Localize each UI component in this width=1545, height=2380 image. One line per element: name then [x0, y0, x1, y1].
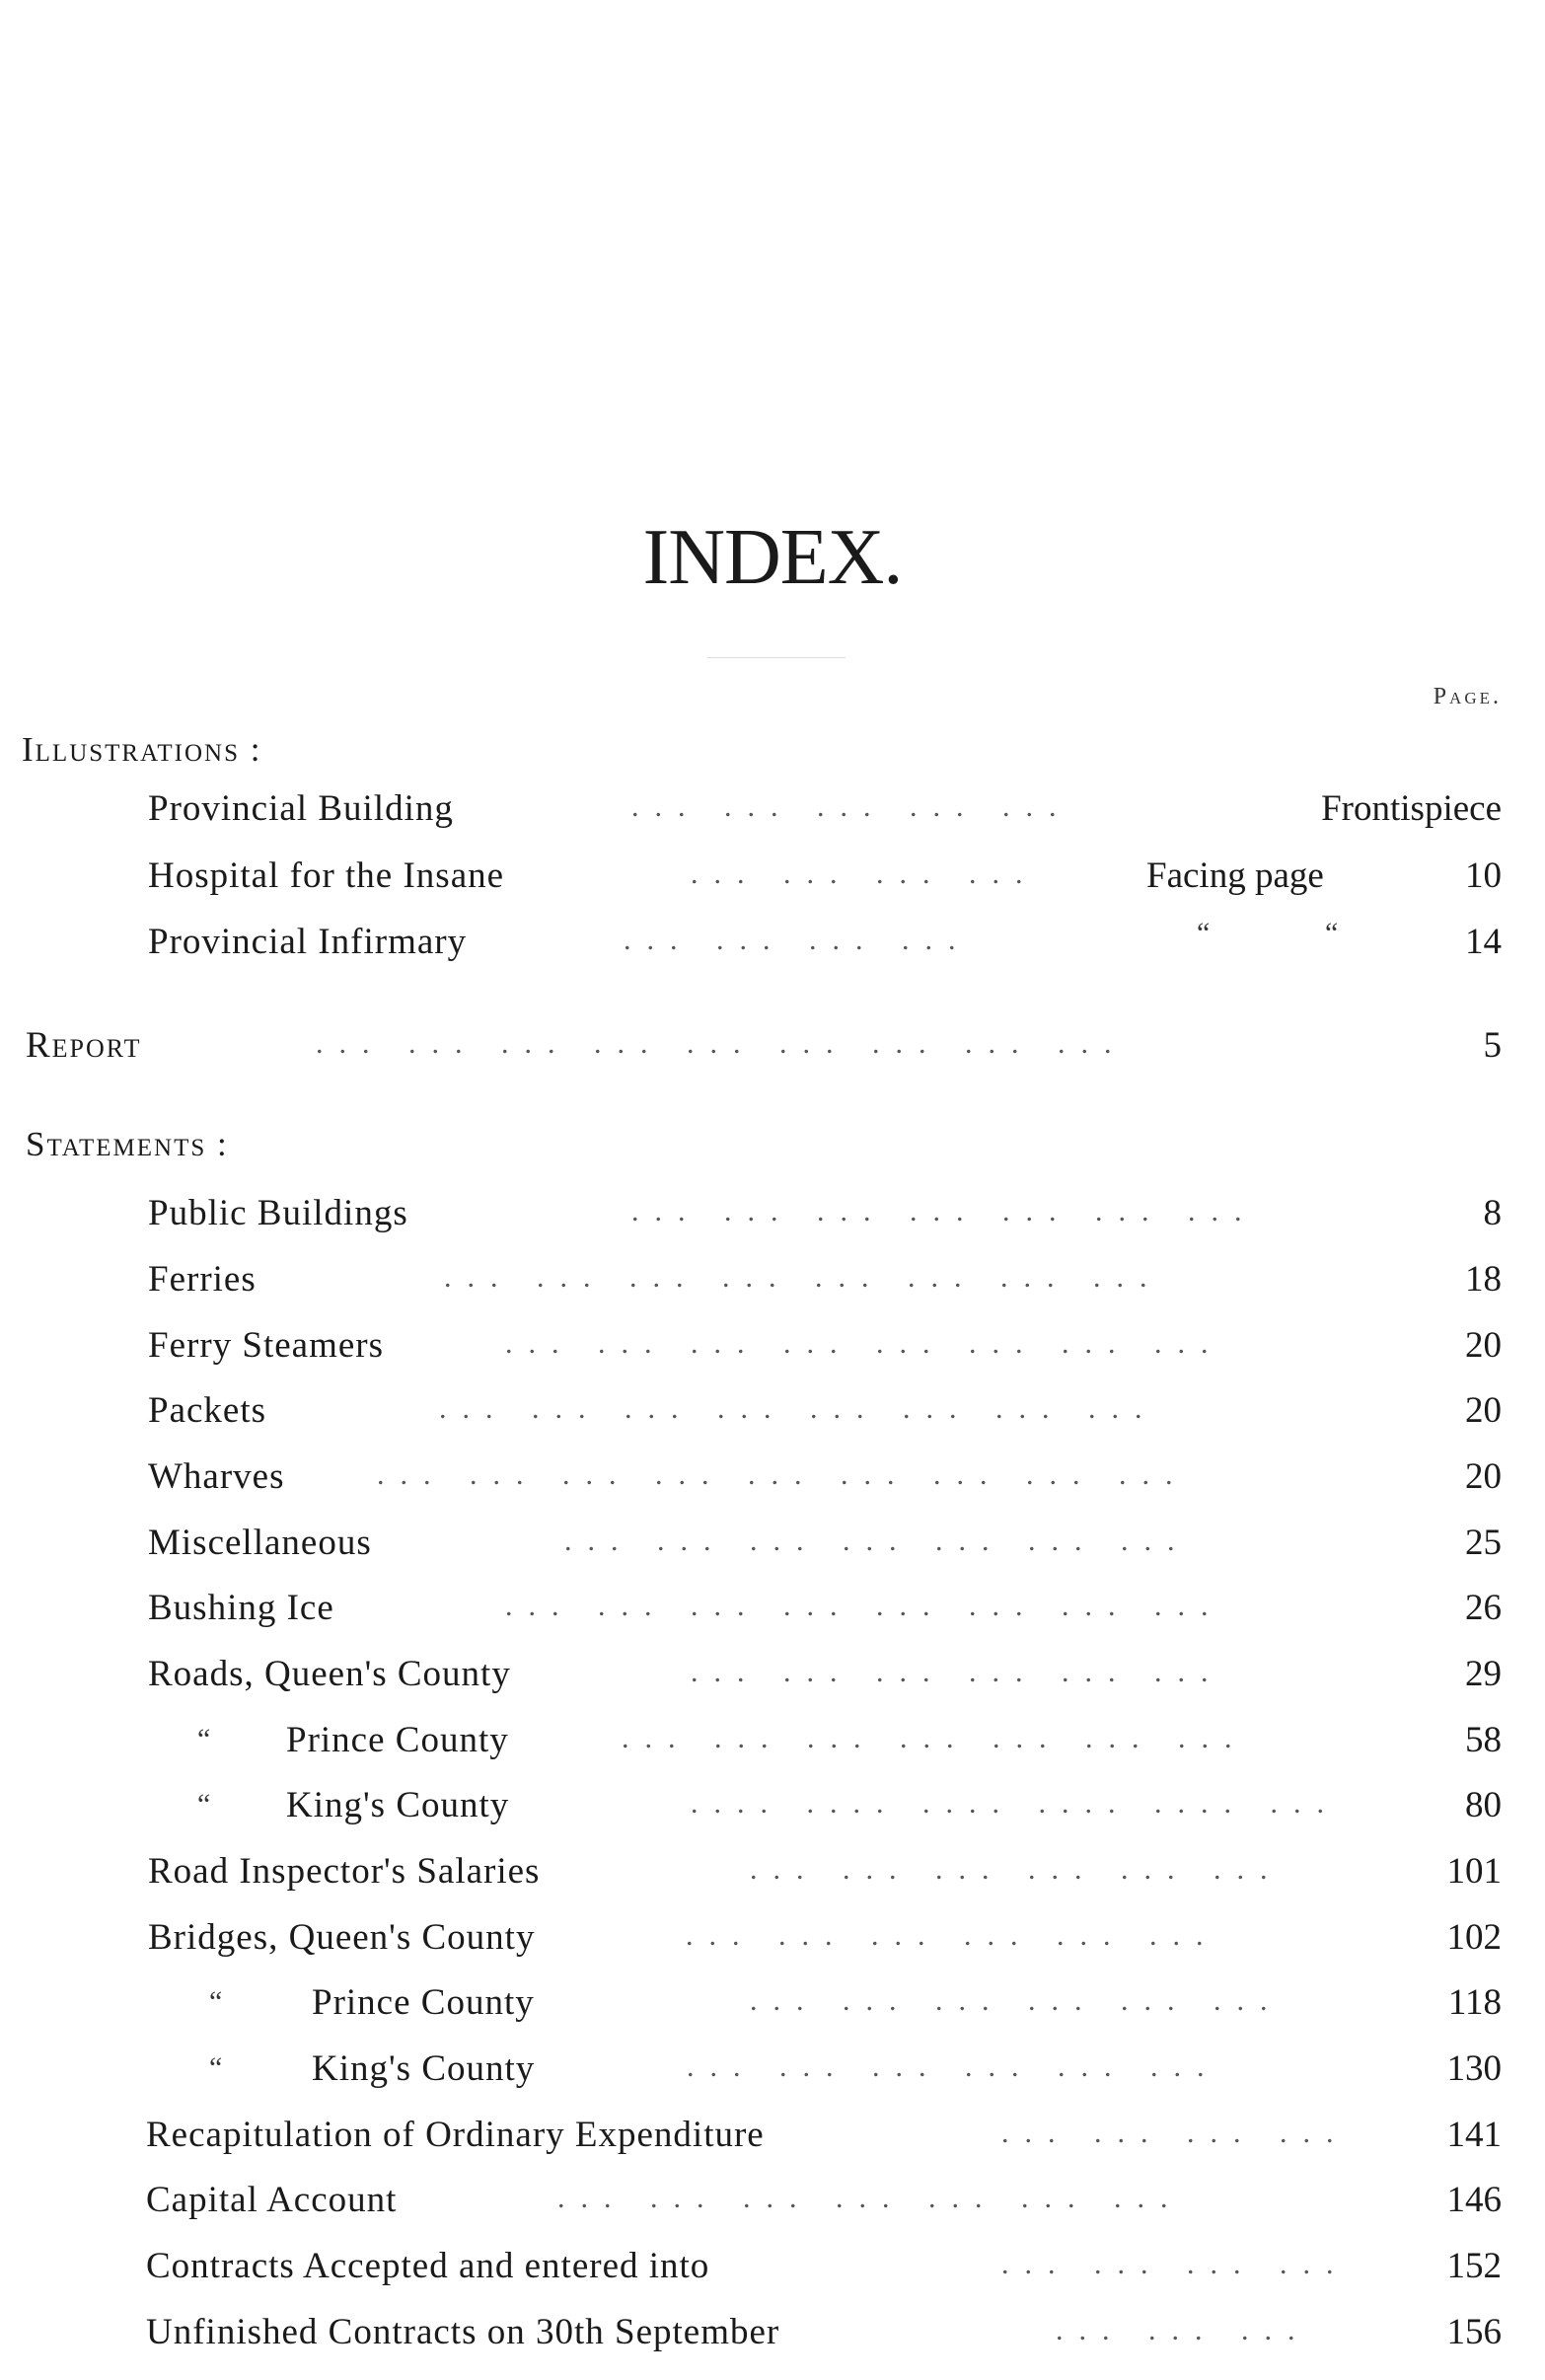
page-title: INDEX. [642, 514, 903, 601]
dot-leader: ... ... ... ... ... ... [750, 1853, 1284, 1886]
title-rule [707, 657, 846, 658]
entry-label: Roads, Queen's County [148, 1654, 511, 1694]
entry-page: 130 [1446, 2048, 1502, 2089]
entry-page: 29 [1465, 1654, 1502, 1694]
dot-leader: ... ... ... ... ... ... ... ... [505, 1590, 1224, 1622]
list-item [0, 2303, 1545, 2362]
list-item [0, 2237, 1545, 2296]
list-item [0, 1973, 1545, 2033]
list-item [0, 1645, 1545, 1704]
entry-label: Provincial Building [148, 788, 454, 829]
dot-leader: ... ... ... ... [691, 857, 1039, 890]
entry-label: Capital Account [146, 2180, 398, 2220]
dot-leader: ... ... ... ... ... ... ... ... ... [316, 1027, 1128, 1060]
entry-page: 102 [1446, 1917, 1502, 1958]
entry-label: Ferries [148, 1259, 257, 1300]
list-item [0, 847, 1545, 906]
dot-leader: ... ... ... ... ... ... ... ... [439, 1392, 1158, 1425]
dot-leader: ... ... ... ... [1001, 2248, 1350, 2280]
list-item [0, 1776, 1545, 1835]
entry-label: Recapitulation of Ordinary Expenditure [146, 2115, 765, 2155]
dot-leader: ... ... ... ... [624, 924, 972, 956]
dot-leader: ... ... ... ... ... ... ... [622, 1722, 1248, 1754]
entry-page: 101 [1446, 1851, 1502, 1892]
entry-label: Public Buildings [148, 1193, 408, 1233]
entry-label: Prince County [312, 1982, 535, 2023]
list-item [0, 2171, 1545, 2230]
entry-page: 14 [1465, 922, 1502, 962]
entry-label: Ferry Steamers [148, 1325, 385, 1366]
entry-page: 118 [1447, 1982, 1502, 2023]
entry-label: King's County [312, 2048, 536, 2089]
dot-leader: ... ... ... ... ... ... ... ... ... [377, 1458, 1189, 1491]
entry-label: Packets [148, 1390, 267, 1431]
list-item [0, 1842, 1545, 1901]
entry-page: 5 [1483, 1025, 1502, 1066]
ditto-mark: “ [197, 1723, 211, 1755]
dot-leader: ... ... ... ... [1001, 2117, 1350, 2149]
entry-label: Provincial Infirmary [148, 922, 468, 962]
dot-leader: ... ... ... ... ... ... ... [631, 1195, 1258, 1227]
dot-leader: ... ... ... ... ... ... [686, 1919, 1219, 1952]
dot-leader: ... ... ... ... ... ... [691, 1656, 1224, 1688]
list-item [0, 1250, 1545, 1309]
list-item [0, 1514, 1545, 1573]
section-report: Report [26, 1025, 142, 1066]
list-item [0, 1184, 1545, 1243]
entry-page: 80 [1465, 1785, 1502, 1825]
list-item [0, 913, 1545, 972]
list-item [0, 2106, 1545, 2165]
entry-label: Road Inspector's Salaries [148, 1851, 541, 1892]
list-item [0, 1016, 1545, 1076]
entry-page: 20 [1465, 1390, 1502, 1431]
dot-leader: ... ... ... ... ... ... ... ... [444, 1261, 1163, 1294]
facing-page-label: Facing page [1146, 855, 1324, 896]
entry-page: 152 [1446, 2246, 1502, 2286]
entry-page: 156 [1446, 2312, 1502, 2352]
ditto-mark: “ [209, 1985, 223, 2018]
dot-leader: ... ... ... ... ... [631, 790, 1072, 823]
ditto-mark: “ [1197, 917, 1211, 949]
entry-label: King's County [286, 1785, 510, 1825]
list-item [0, 1381, 1545, 1441]
list-item [0, 2040, 1545, 2099]
dot-leader: .... .... .... .... .... ... [691, 1787, 1340, 1820]
entry-label: Bushing Ice [148, 1588, 334, 1628]
list-item [0, 1908, 1545, 1968]
entry-label: Hospital for the Insane [148, 855, 505, 896]
entry-label: Prince County [286, 1720, 509, 1760]
list-item [0, 1448, 1545, 1507]
entry-page: 58 [1465, 1720, 1502, 1760]
entry-page: Frontispiece [1321, 788, 1502, 829]
list-item [0, 1579, 1545, 1638]
dot-leader: ... ... ... ... ... ... ... [564, 1525, 1191, 1557]
list-item [0, 1316, 1545, 1376]
entry-page: 141 [1446, 2115, 1502, 2155]
ditto-mark: “ [197, 1788, 211, 1821]
ditto-mark: “ [1325, 917, 1339, 949]
entry-label: Unfinished Contracts on 30th September [146, 2312, 780, 2352]
entry-label: Wharves [148, 1456, 285, 1497]
entry-page: 146 [1446, 2180, 1502, 2220]
ditto-mark: “ [209, 2051, 223, 2084]
page-column-header: Page. [1433, 684, 1502, 709]
entry-page: 18 [1465, 1259, 1502, 1300]
entry-label: Contracts Accepted and entered into [146, 2246, 710, 2286]
entry-page: 26 [1465, 1588, 1502, 1628]
dot-leader: ... ... ... ... ... ... [687, 2050, 1220, 2083]
section-illustrations: Illustrations : [22, 730, 262, 769]
entry-label: Miscellaneous [148, 1523, 372, 1563]
entry-page: 10 [1465, 855, 1502, 896]
entry-page: 20 [1465, 1325, 1502, 1366]
entry-label: Bridges, Queen's County [148, 1917, 536, 1958]
list-item [0, 1711, 1545, 1770]
dot-leader: ... ... ... ... ... ... ... ... [505, 1327, 1224, 1360]
entry-page: 25 [1465, 1523, 1502, 1563]
entry-page: 8 [1483, 1193, 1502, 1233]
dot-leader: ... ... ... ... ... ... [750, 1984, 1284, 2017]
dot-leader: ... ... ... ... ... ... ... [557, 2182, 1184, 2214]
section-statements: Statements : [26, 1125, 229, 1163]
entry-page: 20 [1465, 1456, 1502, 1497]
list-item [0, 780, 1545, 839]
dot-leader: ... ... ... [1056, 2314, 1311, 2346]
